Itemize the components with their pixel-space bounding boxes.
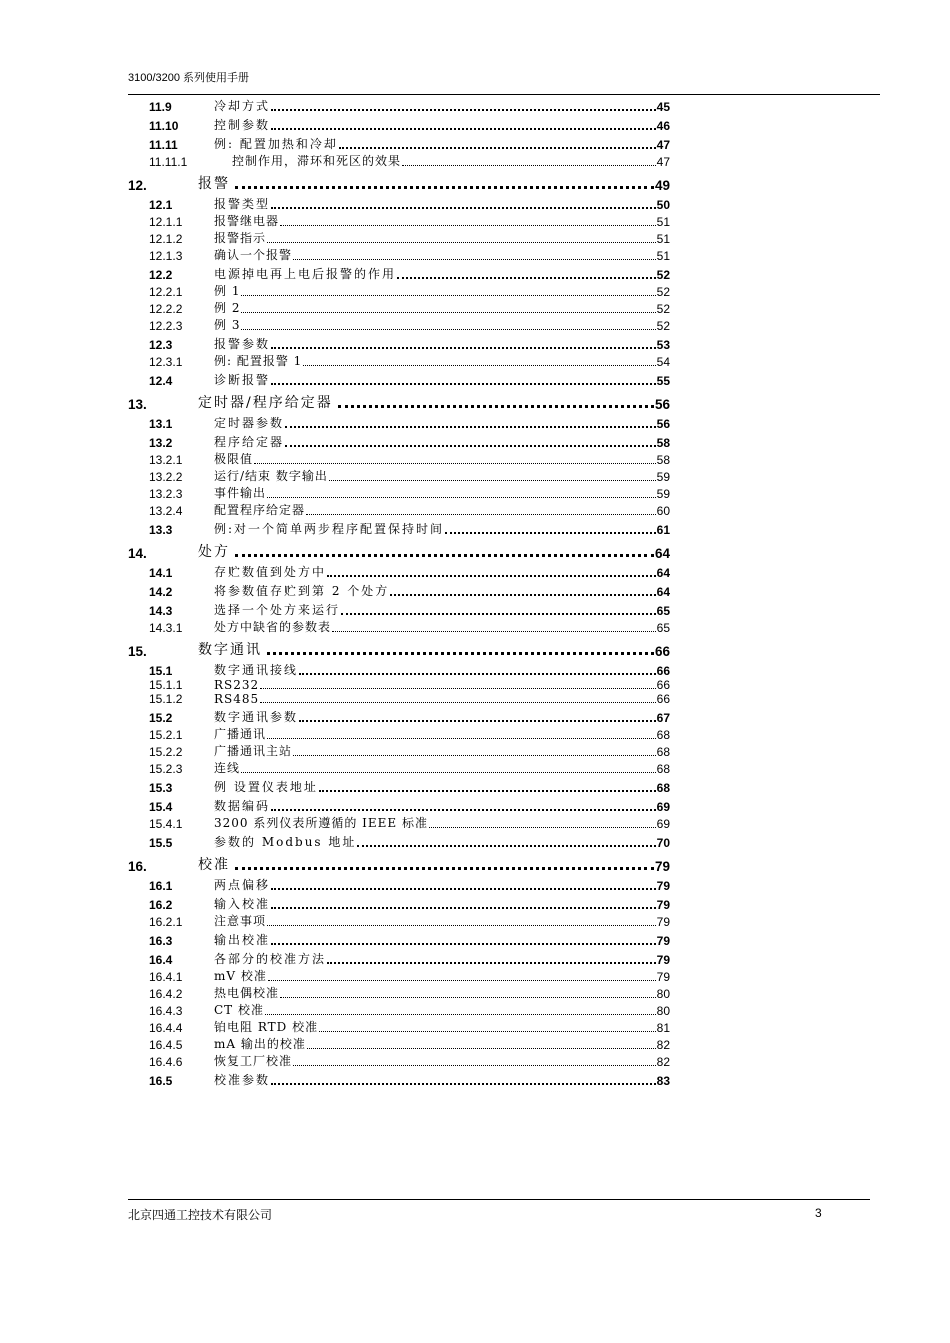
toc-entry-page: 56 [654,397,670,412]
toc-entry-title: 例 1 [214,284,241,298]
toc-entry-page: 59 [656,470,670,484]
toc-entry[interactable] [128,1052,670,1069]
toc-entry[interactable] [128,967,670,984]
toc-entry-number: 12.1.2 [149,232,183,246]
toc-dot-leader [241,329,655,330]
toc-entry-number: 15.2.2 [149,745,183,759]
toc-dot-leader [260,688,655,689]
toc-entry-title: 电源掉电再上电后报警的作用 [214,267,397,281]
toc-entry-page: 52 [656,319,670,333]
toc-entry[interactable] [128,850,670,874]
toc-entry-title: RS232 [214,678,260,692]
toc-entry-title: mA 输出的校准 [214,1037,306,1051]
toc-entry-page: 79 [656,879,670,893]
toc-entry-page: 82 [656,1055,670,1069]
toc-entry[interactable] [128,929,670,948]
toc-entry-title: 数字通讯参数 [214,710,299,724]
toc-entry-page: 50 [656,198,670,212]
toc-entry[interactable] [128,912,670,929]
toc-entry-title: 控制参数 [214,118,271,132]
toc-entry[interactable] [128,133,670,152]
toc-entry-number: 16.2 [149,898,173,912]
toc-entry[interactable] [128,316,670,333]
toc-entry-title: 处方 [198,544,230,560]
toc-entry-number: 16.4.1 [149,970,183,984]
toc-entry-page: 51 [656,232,670,246]
toc-entry-number: 16.4 [149,953,173,967]
toc-entry[interactable] [128,431,670,450]
toc-entry-page: 66 [654,644,670,659]
toc-dot-leader [267,652,654,655]
toc-entry-page: 64 [656,585,670,599]
toc-entry-number: 12.3 [149,338,173,352]
toc-entry[interactable] [128,388,670,412]
toc-entry[interactable] [128,537,670,561]
toc-entry[interactable] [128,635,670,659]
toc-dot-leader [327,962,656,964]
toc-entry[interactable] [128,1001,670,1018]
toc-entry-title: 定时器/程序给定器 [198,395,333,411]
toc-entry[interactable] [128,193,670,212]
toc-entry-page: 59 [656,487,670,501]
toc-entry-page: 79 [656,898,670,912]
toc-entry-page: 66 [656,664,670,678]
toc-dot-leader [338,405,654,408]
toc-entry-page: 79 [656,953,670,967]
toc-entry-page: 53 [656,338,670,352]
toc-entry-title: CT 校准 [214,1003,265,1017]
toc-entry-title: 热电偶校准 [214,986,280,1000]
toc-entry-title: 将参数值存贮到第 2 个处方 [214,584,390,598]
toc-dot-leader [280,997,656,998]
toc-entry[interactable] [128,212,670,229]
toc-dot-leader [293,259,656,260]
toc-entry-page: 56 [656,417,670,431]
toc-entry-number: 13.2.2 [149,470,183,484]
toc-entry[interactable] [128,678,670,692]
toc-entry[interactable] [128,352,670,369]
toc-entry-number: 13. [128,397,147,412]
toc-entry-number: 16.3 [149,934,173,948]
toc-entry-number: 15.5 [149,836,173,850]
toc-entry-title: 数据编码 [214,799,271,813]
toc-entry-title: 校准 [198,857,230,873]
toc-entry-number: 16.4.5 [149,1038,183,1052]
toc-entry-number: 12.2.2 [149,302,183,316]
toc-entry-number: 13.2.3 [149,487,183,501]
toc-entry-number: 12.2 [149,268,173,282]
toc-entry-number: 11.9 [149,100,172,114]
toc-entry-number: 11.11 [149,138,178,152]
toc-entry[interactable] [128,814,670,831]
toc-dot-leader [271,207,656,209]
toc-entry-page: 47 [656,138,670,152]
toc-entry-number: 15.3 [149,781,173,795]
toc-entry-title: 各部分的校准方法 [214,952,327,966]
toc-entry-page: 66 [656,678,670,692]
toc-dot-leader [357,845,655,847]
toc-entry-number: 12.1.3 [149,249,183,263]
toc-entry-title: 例: 配置加热和冷却 [214,137,338,151]
toc-dot-leader [271,907,656,909]
toc-entry-title: 连线 [214,761,241,775]
toc-entry[interactable] [128,229,670,246]
toc-dot-leader [402,165,656,166]
toc-entry[interactable] [128,484,670,501]
toc-entry[interactable] [128,759,670,776]
toc-dot-leader [445,532,656,534]
toc-entry[interactable] [128,152,670,169]
toc-dot-leader [235,186,654,189]
toc-entry-page: 51 [656,215,670,229]
toc-entry-title: 数字通讯 [198,642,262,658]
toc-entry[interactable] [128,518,670,537]
toc-entry-page: 69 [656,817,670,831]
toc-dot-leader [235,554,654,557]
toc-entry[interactable] [128,776,670,795]
toc-entry-title: 报警指示 [214,231,267,245]
toc-dot-leader [319,790,656,792]
toc-dot-leader [265,1014,656,1015]
toc-dot-leader [271,943,656,945]
toc-entry-title: 输出校准 [214,933,271,947]
toc-dot-leader [293,1065,656,1066]
toc-entry-page: 46 [656,119,670,133]
toc-entry-number: 15.1.2 [149,692,183,706]
toc-entry-number: 16.4.6 [149,1055,183,1069]
toc-entry-title: 事件输出 [214,486,267,500]
toc-entry-page: 54 [656,355,670,369]
toc-dot-leader [293,755,656,756]
toc-dot-leader [241,312,655,313]
toc-entry-number: 14. [128,546,147,561]
toc-dot-leader [267,497,656,498]
toc-entry-page: 61 [656,523,670,537]
toc-entry-page: 49 [654,178,670,193]
toc-entry-page: 64 [656,566,670,580]
toc-entry[interactable] [128,467,670,484]
toc-entry-title: RS485 [214,692,260,706]
toc-entry-page: 65 [656,621,670,635]
toc-entry[interactable] [128,599,670,618]
toc-entry-title: 报警继电器 [214,214,280,228]
toc-entry-number: 14.2 [149,585,173,599]
toc-entry-page: 58 [656,436,670,450]
toc-entry-title: 两点偏移 [214,878,271,892]
toc-dot-leader [329,480,656,481]
toc-dot-leader [271,1083,656,1085]
toc-entry-title: 参数的 Modbus 地址 [214,835,357,849]
toc-entry-page: 60 [656,504,670,518]
toc-entry-number: 16.2.1 [149,915,183,929]
toc-entry-title: 运行/结束 数字输出 [214,469,328,483]
toc-entry-page: 68 [656,745,670,759]
toc-entry-number: 15.1 [149,664,173,678]
toc-entry-number: 15.4.1 [149,817,183,831]
toc-dot-leader [280,225,656,226]
toc-dot-leader [271,109,656,111]
toc-entry[interactable] [128,659,670,678]
toc-entry[interactable] [128,1069,670,1088]
toc-entry[interactable] [128,412,670,431]
toc-dot-leader [390,594,655,596]
toc-dot-leader [327,575,656,577]
toc-entry[interactable] [128,333,670,352]
toc-entry-title: 3200 系列仪表所遵循的 IEEE 标准 [214,816,429,830]
toc-entry-title: 选择一个处方来运行 [214,603,341,617]
toc-dot-leader [241,295,655,296]
toc-entry-number: 16.4.4 [149,1021,183,1035]
toc-dot-leader [341,613,656,615]
toc-dot-leader [285,445,656,447]
toc-entry[interactable] [128,169,670,193]
toc-entry-page: 52 [656,302,670,316]
toc-dot-leader [303,365,655,366]
toc-entry-number: 12.4 [149,374,173,388]
toc-entry[interactable] [128,948,670,967]
toc-entry-page: 83 [656,1074,670,1088]
toc-entry-number: 15.2.3 [149,762,183,776]
toc-entry-number: 12.1 [149,198,173,212]
toc-entry-title: 报警 [198,176,230,192]
toc-entry-page: 79 [656,915,670,929]
toc-entry[interactable] [128,874,670,893]
toc-entry[interactable] [128,282,670,299]
toc-entry-page: 47 [656,155,670,169]
toc-entry-number: 13.3 [149,523,173,537]
toc-entry-title: 例:对一个简单两步程序配置保持时间 [214,522,445,536]
toc-entry-title: 报警参数 [214,337,271,351]
toc-entry-title: 恢复工厂校准 [214,1054,293,1068]
toc-entry-title: 程序给定器 [214,435,285,449]
toc-dot-leader [299,720,656,722]
toc-entry-number: 13.2.4 [149,504,183,518]
toc-dot-leader [306,514,656,515]
toc-entry-title: 存贮数值到处方中 [214,565,327,579]
toc-entry[interactable] [128,299,670,316]
toc-entry[interactable] [128,450,670,467]
toc-entry-title: 极限值 [214,452,254,466]
toc-entry-page: 80 [656,1004,670,1018]
toc-entry-number: 14.3 [149,604,173,618]
toc-entry-title: 处方中缺省的参数表 [214,620,332,634]
toc-entry-page: 79 [654,859,670,874]
toc-entry[interactable] [128,1035,670,1052]
toc-dot-leader [397,277,656,279]
toc-entry-title: 确认一个报警 [214,248,293,262]
toc-entry[interactable] [128,831,670,850]
toc-entry-number: 12. [128,178,147,193]
toc-entry-page: 52 [656,268,670,282]
footer-rule [128,1199,870,1200]
toc-entry-number: 12.3.1 [149,355,183,369]
toc-entry[interactable] [128,369,670,388]
toc-entry-title: 铂电阻 RTD 校准 [214,1020,319,1034]
toc-dot-leader [267,242,656,243]
toc-dot-leader [260,702,655,703]
toc-entry-number: 15.2 [149,711,173,725]
toc-entry[interactable] [128,795,670,814]
toc-entry[interactable] [128,984,670,1001]
toc-entry-title: 校准参数 [214,1073,271,1087]
toc-entry-page: 52 [656,285,670,299]
toc-dot-leader [285,426,656,428]
toc-entry-page: 55 [656,374,670,388]
toc-entry-title: 例 2 [214,301,241,315]
toc-entry-number: 11.10 [149,119,179,133]
toc-entry-number: 11.11.1 [149,155,188,169]
toc-entry-number: 15. [128,644,147,659]
toc-entry-number: 14.3.1 [149,621,183,635]
toc-entry-number: 13.1 [149,417,173,431]
toc-entry[interactable] [128,95,670,114]
toc-entry[interactable] [128,263,670,282]
table-of-contents [128,95,670,1088]
toc-entry-number: 16.4.3 [149,1004,183,1018]
toc-entry[interactable] [128,706,670,725]
toc-entry-title: 广播通讯主站 [214,744,293,758]
toc-entry-number: 14.1 [149,566,173,580]
toc-entry-title: 诊断报警 [214,373,271,387]
toc-dot-leader [254,463,656,464]
toc-entry-number: 15.1.1 [149,678,183,692]
toc-dot-leader [332,631,656,632]
toc-entry-title: 例 设置仪表地址 [214,780,318,794]
toc-entry-page: 67 [656,711,670,725]
toc-entry-page: 79 [656,970,670,984]
toc-entry-number: 15.4 [149,800,173,814]
toc-entry-title: 例 3 [214,318,241,332]
toc-entry-title: 例: 配置报警 1 [214,354,303,368]
toc-dot-leader [241,772,656,773]
toc-entry-page: 68 [656,728,670,742]
toc-entry-title: 冷却方式 [214,99,271,113]
toc-dot-leader [268,980,656,981]
toc-dot-leader [271,128,656,130]
toc-entry-title: 配置程序给定器 [214,503,306,517]
toc-entry[interactable] [128,618,670,635]
toc-entry-number: 16.4.2 [149,987,183,1001]
toc-dot-leader [299,673,656,675]
toc-entry[interactable] [128,114,670,133]
toc-entry-number: 16. [128,859,147,874]
header-title: 3100/3200 系列使用手册 [128,72,250,84]
toc-entry-title: 广播通讯 [214,727,267,741]
toc-entry[interactable] [128,501,670,518]
toc-entry-title: 报警类型 [214,197,271,211]
toc-entry-title: 控制作用，滞环和死区的效果 [232,154,402,168]
toc-entry-number: 12.2.1 [149,285,183,299]
toc-entry-page: 82 [656,1038,670,1052]
toc-entry-page: 69 [656,800,670,814]
toc-dot-leader [271,888,656,890]
toc-entry-title: 数字通讯接线 [214,663,299,677]
toc-entry-title: 输入校准 [214,897,271,911]
toc-entry[interactable] [128,725,670,742]
toc-dot-leader [235,867,654,870]
toc-dot-leader [267,925,656,926]
toc-entry-page: 81 [656,1021,670,1035]
toc-entry-page: 68 [656,762,670,776]
toc-entry-page: 80 [656,987,670,1001]
toc-entry[interactable] [128,246,670,263]
toc-entry-page: 58 [656,453,670,467]
toc-entry[interactable] [128,1018,670,1035]
toc-entry-number: 16.5 [149,1074,173,1088]
toc-entry-number: 12.2.3 [149,319,183,333]
toc-entry-number: 16.1 [149,879,173,893]
toc-dot-leader [271,383,656,385]
toc-entry[interactable] [128,692,670,706]
toc-entry-title: mV 校准 [214,969,267,983]
toc-entry-title: 注意事项 [214,914,267,928]
toc-dot-leader [267,738,656,739]
toc-entry-number: 13.2.1 [149,453,183,467]
toc-entry[interactable] [128,561,670,580]
toc-dot-leader [339,147,656,149]
toc-entry-page: 65 [656,604,670,618]
toc-dot-leader [319,1031,656,1032]
footer-company: 北京四通工控技术有限公司 [128,1208,273,1222]
toc-dot-leader [271,347,656,349]
toc-entry-page: 79 [656,934,670,948]
toc-entry-page: 68 [656,781,670,795]
toc-dot-leader [307,1048,656,1049]
toc-entry-number: 13.2 [149,436,173,450]
footer-page-number: 3 [815,1206,822,1220]
toc-entry-page: 64 [654,546,670,561]
toc-entry[interactable] [128,580,670,599]
toc-entry[interactable] [128,742,670,759]
toc-entry[interactable] [128,893,670,912]
toc-entry-page: 66 [656,692,670,706]
toc-entry-number: 15.2.1 [149,728,183,742]
toc-entry-page: 45 [656,100,670,114]
toc-entry-page: 70 [656,836,670,850]
toc-dot-leader [429,827,656,828]
toc-entry-page: 51 [656,249,670,263]
toc-entry-title: 定时器参数 [214,416,285,430]
toc-entry-number: 12.1.1 [149,215,183,229]
toc-dot-leader [271,809,656,811]
